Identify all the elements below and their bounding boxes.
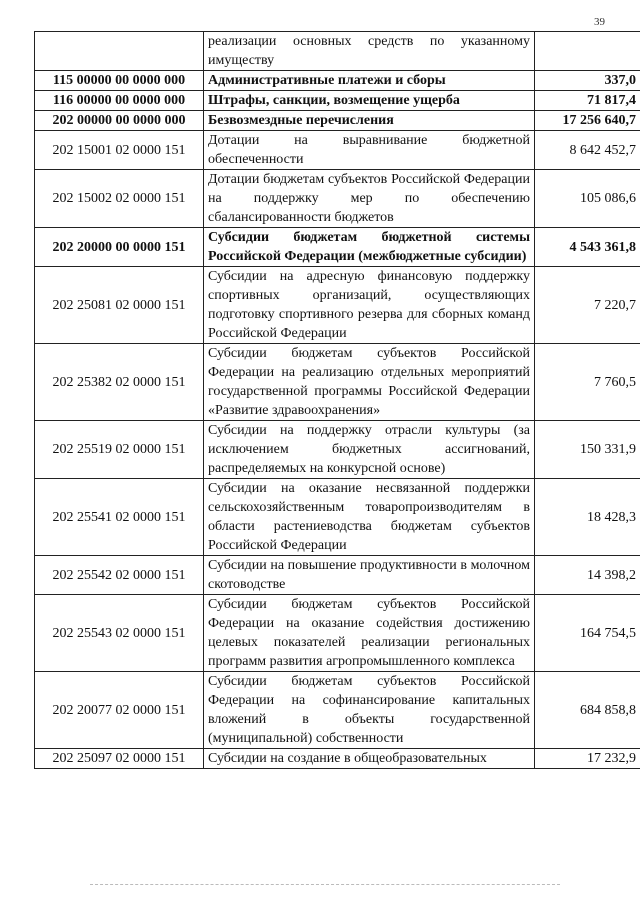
budget-code-cell: 202 25542 02 0000 151 [35, 556, 204, 595]
table-row [35, 32, 640, 71]
description-cell: Субсидии бюджетам бюджетной системы Российской Федерации (межбюджетные субсидии) [204, 228, 535, 267]
table-row [35, 131, 640, 170]
amount-cell: 17 256 640,7 [535, 111, 640, 131]
table-row [35, 111, 640, 131]
budget-code-cell: 202 20077 02 0000 151 [35, 672, 204, 749]
budget-code-cell: 202 25541 02 0000 151 [35, 479, 204, 556]
description-cell: Субсидии на повышение продуктивности в молочном скотоводстве [204, 556, 535, 595]
bottom-scan-line [90, 884, 560, 885]
page-number: 39 [594, 16, 605, 28]
table-row [35, 170, 640, 228]
budget-code-cell: 116 00000 00 0000 000 [35, 91, 204, 111]
table-row [35, 91, 640, 111]
budget-code-cell: 202 25519 02 0000 151 [35, 421, 204, 479]
amount-cell: 7 220,7 [535, 267, 640, 344]
table-row [35, 595, 640, 672]
budget-code-cell: 202 25081 02 0000 151 [35, 267, 204, 344]
budget-code-cell: 202 20000 00 0000 151 [35, 228, 204, 267]
amount-cell: 684 858,8 [535, 672, 640, 749]
table-row [35, 672, 640, 749]
budget-code-cell: 115 00000 00 0000 000 [35, 71, 204, 91]
table-row [35, 344, 640, 421]
budget-code-cell [35, 32, 204, 71]
budget-code-cell: 202 25097 02 0000 151 [35, 749, 204, 769]
budget-code-cell: 202 00000 00 0000 000 [35, 111, 204, 131]
description-cell: Субсидии бюджетам субъектов Российской Федерации на оказание содействия достижению целевых показателей реализации региональных программ развития агропромышленного комплекса [204, 595, 535, 672]
amount-cell: 71 817,4 [535, 91, 640, 111]
description-cell: Дотации на выравнивание бюджетной обеспеченности [204, 131, 535, 170]
table-body [35, 32, 640, 769]
table-row [35, 479, 640, 556]
budget-code-cell: 202 25382 02 0000 151 [35, 344, 204, 421]
amount-cell: 150 331,9 [535, 421, 640, 479]
amount-cell: 164 754,5 [535, 595, 640, 672]
description-cell: Субсидии бюджетам субъектов Российской Федерации на софинансирование капитальных вложений в объекты государственной (муниципальной) собственности [204, 672, 535, 749]
description-cell: Административные платежи и сборы [204, 71, 535, 91]
amount-cell [535, 32, 640, 71]
description-cell: Штрафы, санкции, возмещение ущерба [204, 91, 535, 111]
amount-cell: 4 543 361,8 [535, 228, 640, 267]
description-cell: Субсидии на адресную финансовую поддержку спортивных организаций, осуществляющих подготовку спортивного резерва для сборных команд Российской Федерации [204, 267, 535, 344]
table-row [35, 556, 640, 595]
table-row [35, 749, 640, 769]
budget-code-cell: 202 15001 02 0000 151 [35, 131, 204, 170]
amount-cell: 14 398,2 [535, 556, 640, 595]
description-cell: Дотации бюджетам субъектов Российской Федерации на поддержку мер по обеспечению сбалансированности бюджетов [204, 170, 535, 228]
description-cell: Субсидии на создание в общеобразовательных [204, 749, 535, 769]
amount-cell: 337,0 [535, 71, 640, 91]
table-row [35, 421, 640, 479]
description-cell: реализации основных средств по указанному имуществу [204, 32, 535, 71]
description-cell: Субсидии на оказание несвязанной поддержки сельскохозяйственным товаропроизводителям в области растениеводства бюджетам субъектов Российской Федерации [204, 479, 535, 556]
amount-cell: 8 642 452,7 [535, 131, 640, 170]
amount-cell: 105 086,6 [535, 170, 640, 228]
budget-code-cell: 202 25543 02 0000 151 [35, 595, 204, 672]
table-row [35, 228, 640, 267]
amount-cell: 7 760,5 [535, 344, 640, 421]
description-cell: Субсидии бюджетам субъектов Российской Федерации на реализацию отдельных мероприятий государственной программы Российской Федерации «Развитие здравоохранения» [204, 344, 535, 421]
amount-cell: 18 428,3 [535, 479, 640, 556]
budget-revenue-table [34, 31, 640, 769]
table-row [35, 267, 640, 344]
amount-cell: 17 232,9 [535, 749, 640, 769]
table-row [35, 71, 640, 91]
description-cell: Безвозмездные перечисления [204, 111, 535, 131]
description-cell: Субсидии на поддержку отрасли культуры (за исключением бюджетных ассигнований, распределяемых на конкурсной основе) [204, 421, 535, 479]
budget-code-cell: 202 15002 02 0000 151 [35, 170, 204, 228]
